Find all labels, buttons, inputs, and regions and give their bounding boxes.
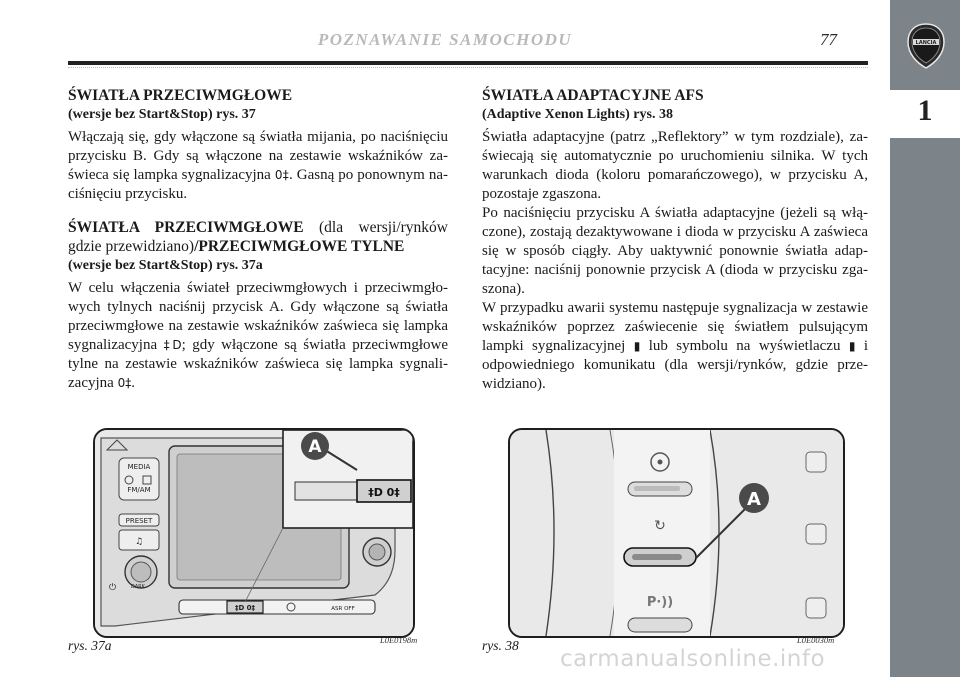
text-run: Włączają się, gdy włączone są światła mijania, po naciśnięciu przycisku B. Gdy są włączone na zestawie wskaźników zaświeca się lampka sygnalizacyjna	[68, 129, 448, 183]
section-subheading: (Adaptive Xenon Lights) rys. 38	[482, 107, 673, 122]
running-header: POZNAWANIE SAMOCHODU	[317, 30, 573, 49]
svg-text:♫: ♫	[134, 537, 144, 547]
front-fog-lamp-icon: ‡D	[163, 338, 182, 352]
text-run: i odpowiedniego komunikatu (dla wersji/rynków, gdzie przewidziano).	[482, 338, 868, 392]
media-button-label: MEDIA	[127, 463, 151, 471]
paragraph: Po naciśnięciu przycisku A światła adaptacyjne (jeżeli są włączone), zostają dezaktywowane i dioda w przycisku A zaświeca się w sposób ciągły. Aby uaktywnić ponownie światła adaptacyjne: naciśnij ponownie przycisk A (dioda w przycisku zgaszona).	[482, 205, 868, 297]
lancia-logo	[906, 22, 946, 70]
fog-button-label: ‡D 0‡	[234, 604, 256, 612]
heading-part: (dla wersji/rynków gdzie przewidziano)	[68, 219, 449, 255]
heading-part: /PRZECIWMGŁOWE TYLNE	[194, 238, 405, 255]
text-run: .	[131, 375, 135, 391]
chapter-number: 1	[917, 94, 933, 127]
heading-part: ŚWIATŁA PRZECIWMGŁOWE	[68, 219, 304, 236]
rear-fog-lamp-icon: 0‡	[274, 168, 290, 182]
text-run: W przypadku awarii systemu następuje sygnalizacja w zestawie wskaźników poprzez zaświecenie się światłem pulsującym lampki sygnalizacyjnej	[482, 300, 868, 354]
section-subheading: (wersje bez Start&Stop) rys. 37a	[68, 258, 263, 273]
left-column	[68, 86, 448, 403]
dashboard-illustration	[95, 430, 413, 636]
logo-lettering: LANCIA	[915, 40, 937, 46]
callout-a-letter: A	[308, 437, 322, 457]
dark-button-label: DARK	[131, 584, 145, 590]
afs-warning-icon: ▮	[848, 339, 856, 353]
callout-a-letter: A	[747, 489, 761, 510]
rear-fog-lamp-icon: 0‡	[117, 376, 132, 390]
figure-caption: rys. 38	[482, 638, 519, 653]
page-number: 77	[820, 30, 837, 49]
paragraph	[68, 279, 448, 393]
afs-warning-icon: ▮	[633, 339, 641, 353]
paragraph	[68, 128, 448, 204]
text-run: ; gdy włączone są światła przeciwmgłowe tylne na zestawie wskaźników zaświeca się lampka sygnalizacyjna	[68, 337, 448, 391]
paragraph	[482, 299, 868, 394]
watermark: carmanualsonline.info	[560, 646, 826, 672]
paragraph: Światła adaptacyjne (patrz „Reflektory” w tym rozdziale), zaświecają się automatycznie po uruchomieniu silnika. W tych warunkach dioda (koloru pomarańczowego), w przycisku A, pozostaje zgaszona.	[482, 129, 868, 202]
text-run: lub symbolu na wyświetlaczu	[640, 338, 849, 354]
svg-text:P·)): P·))	[646, 595, 674, 610]
fog-button-zoom-label: ‡D 0‡	[368, 486, 400, 499]
figure-code: L0E0198m	[380, 635, 418, 645]
text-run: . Gasną po ponownym naciśnięciu przycisku.	[68, 167, 448, 202]
figure-37a	[93, 428, 415, 638]
section-heading: ŚWIATŁA ADAPTACYJNE AFS	[482, 87, 704, 104]
section-subheading: (wersje bez Start&Stop) rys. 37	[68, 107, 256, 122]
right-column	[482, 86, 868, 404]
switch-panel-illustration	[510, 430, 843, 636]
header-dotted-rule	[68, 67, 868, 68]
figure-38	[508, 428, 845, 638]
section-heading	[68, 218, 448, 256]
figure-code: L0E0030m	[797, 635, 835, 645]
svg-text:↻: ↻	[654, 518, 666, 534]
header-rule	[68, 61, 868, 65]
asr-off-button-label: ASR OFF	[331, 606, 355, 612]
figure-caption: rys. 37a	[68, 638, 112, 653]
preset-button-label: PRESET	[125, 517, 153, 525]
svg-text:⏻: ⏻	[109, 583, 117, 593]
section-heading: ŚWIATŁA PRZECIWMGŁOWE	[68, 87, 293, 104]
text-run: W celu włączenia świateł przeciwmgłowych i przeciwmgłowych tylnych naciśnij przycisk A. Gdy włączone są światła przeciwmgłowe na zestawie wskaźników zaświeca się lampka sygnalizacyjna	[68, 280, 448, 353]
fm-am-button-label: FM/AM	[127, 486, 151, 494]
